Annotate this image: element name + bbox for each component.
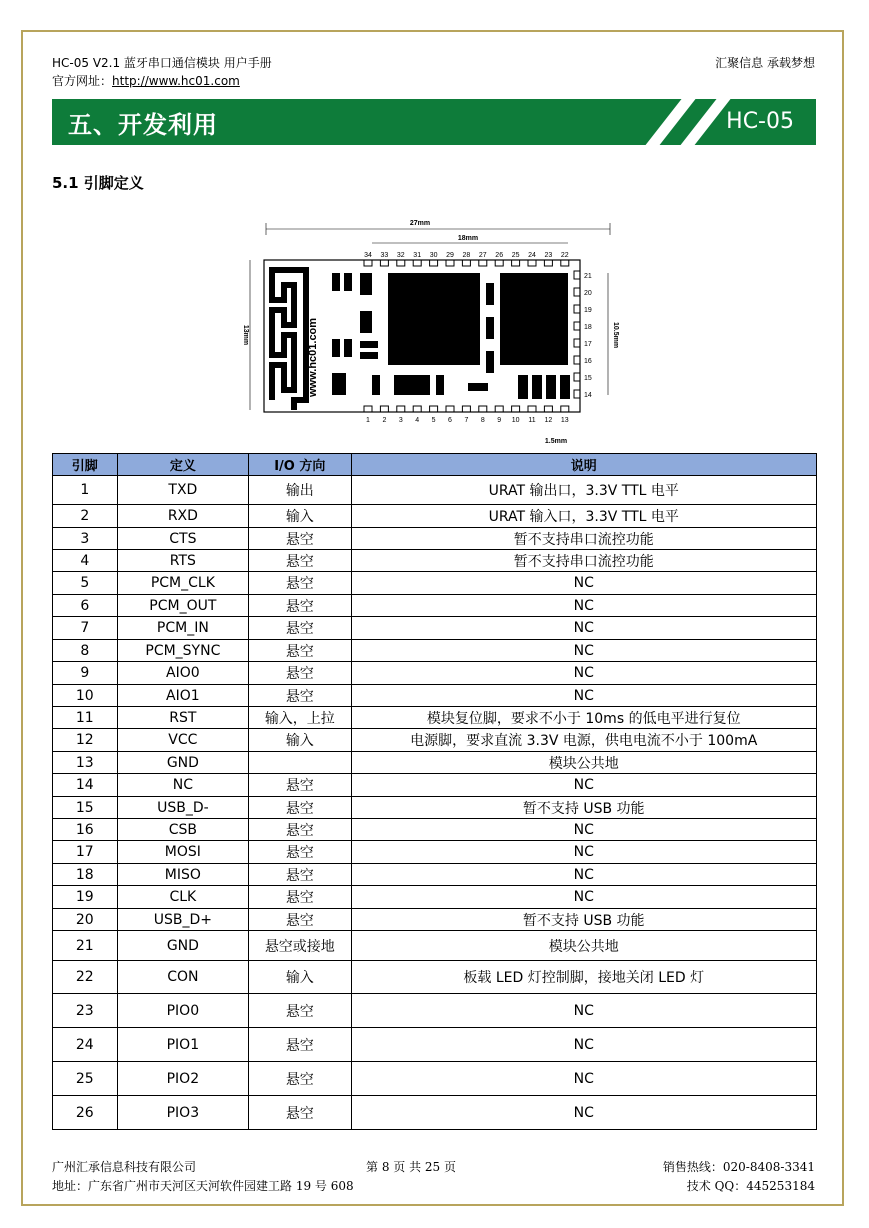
pin-label: 23	[544, 252, 553, 259]
dim-height-label: 13mm	[242, 324, 249, 346]
pin-definition: USB_D-	[117, 797, 249, 819]
pin-definition: PCM_OUT	[117, 595, 249, 617]
table-row	[53, 550, 817, 572]
table-row	[53, 662, 817, 685]
pin-description: NC	[351, 819, 817, 841]
io-direction: 悬空	[249, 774, 351, 797]
chip-flash	[500, 273, 568, 365]
pin-description: 板载 LED 灯控制脚，接地关闭 LED 灯	[351, 961, 817, 994]
pin-label: 4	[415, 417, 420, 424]
pin-definition: CON	[117, 961, 249, 994]
dim-pitch-label: 1.5mm	[544, 438, 568, 445]
column-header: 说明	[351, 454, 817, 476]
pin-description: NC	[351, 1096, 817, 1130]
table-row	[53, 774, 817, 797]
pin-number: 20	[53, 909, 118, 931]
pin-label: 31	[413, 252, 422, 259]
site-link[interactable]: http://www.hc01.com	[112, 74, 240, 88]
io-direction: 悬空	[249, 662, 351, 685]
io-direction: 悬空	[249, 550, 351, 572]
pin-number: 13	[53, 752, 118, 774]
dim-inner-label: 18mm	[457, 235, 479, 242]
pin-description: NC	[351, 994, 817, 1028]
table-row	[53, 931, 817, 961]
column-header: I/O 方向	[249, 454, 351, 476]
pin-number: 17	[53, 841, 118, 864]
pin-label: 27	[478, 252, 487, 259]
pin-label: 16	[584, 358, 592, 365]
pin-definition: CSB	[117, 819, 249, 841]
chapter-banner	[52, 99, 816, 145]
pin-description: NC	[351, 864, 817, 886]
pin-definition: PCM_CLK	[117, 572, 249, 595]
pin-definition: MISO	[117, 864, 249, 886]
pin-description: 模块复位脚，要求不小于 10ms 的低电平进行复位	[351, 707, 817, 729]
pin-description: 暂不支持 USB 功能	[351, 909, 817, 931]
io-direction	[249, 752, 351, 774]
pin-definition: PIO2	[117, 1062, 249, 1096]
pin-description: NC	[351, 572, 817, 595]
pin-definition: GND	[117, 752, 249, 774]
pin-label: 28	[462, 252, 471, 259]
pin-definition: MOSI	[117, 841, 249, 864]
pin-number: 11	[53, 707, 118, 729]
pin-definition: RST	[117, 707, 249, 729]
io-direction: 输入	[249, 961, 351, 994]
pin-description: NC	[351, 617, 817, 640]
chapter-title: 五、开发利用	[68, 111, 218, 139]
pin-label: 22	[560, 252, 569, 259]
table-row	[53, 886, 817, 909]
io-direction: 输入	[249, 505, 351, 528]
table-row	[53, 640, 817, 662]
table-row	[53, 841, 817, 864]
pin-description: NC	[351, 1062, 817, 1096]
pin-number: 7	[53, 617, 118, 640]
pin-definition: PIO3	[117, 1096, 249, 1130]
pin-description: NC	[351, 841, 817, 864]
pin-number: 19	[53, 886, 118, 909]
io-direction: 悬空	[249, 595, 351, 617]
pin-definition-table	[52, 453, 817, 1130]
pin-description: 暂不支持串口流控功能	[351, 550, 817, 572]
pin-label: 21	[584, 273, 592, 280]
pin-number: 5	[53, 572, 118, 595]
pin-label: 12	[544, 417, 553, 424]
pin-label: 3	[398, 417, 403, 424]
site-label: 官方网址：	[52, 74, 113, 88]
pin-number: 15	[53, 797, 118, 819]
pin-description: NC	[351, 1028, 817, 1062]
pin-definition: VCC	[117, 729, 249, 752]
table-row	[53, 729, 817, 752]
pin-label: 1	[366, 417, 370, 424]
io-direction: 悬空	[249, 994, 351, 1028]
pin-label: 10	[511, 417, 520, 424]
pin-label: 32	[396, 252, 405, 259]
pin-number: 8	[53, 640, 118, 662]
table-row	[53, 752, 817, 774]
table-row	[53, 476, 817, 505]
table-row	[53, 685, 817, 707]
pin-definition: CTS	[117, 528, 249, 550]
pin-number: 6	[53, 595, 118, 617]
io-direction: 悬空	[249, 1028, 351, 1062]
pin-number: 23	[53, 994, 118, 1028]
doc-title: HC-05 V2.1 蓝牙串口通信模块 用户手册	[52, 56, 272, 70]
pin-description: NC	[351, 774, 817, 797]
io-direction: 悬空	[249, 841, 351, 864]
pin-label: 18	[584, 324, 592, 331]
pin-label: 8	[480, 417, 485, 424]
table-row	[53, 909, 817, 931]
io-direction: 悬空	[249, 617, 351, 640]
io-direction: 悬空	[249, 864, 351, 886]
pin-number: 1	[53, 476, 118, 505]
footer-company: 广州汇承信息科技有限公司	[52, 1160, 197, 1174]
pin-label: 14	[584, 392, 592, 399]
pin-label: 30	[429, 252, 438, 259]
pin-label: 6	[448, 417, 452, 424]
io-direction: 悬空	[249, 1096, 351, 1130]
pin-label: 33	[380, 252, 389, 259]
pin-label: 13	[560, 417, 569, 424]
pin-description: 模块公共地	[351, 931, 817, 961]
pin-definition: PIO0	[117, 994, 249, 1028]
pin-number: 9	[53, 662, 118, 685]
io-direction: 悬空	[249, 1062, 351, 1096]
table-row	[53, 707, 817, 729]
pin-number: 3	[53, 528, 118, 550]
pin-number: 21	[53, 931, 118, 961]
company-slogan: 汇聚信息 承载梦想	[715, 56, 815, 70]
pin-number: 2	[53, 505, 118, 528]
chip-main	[388, 273, 480, 365]
pin-number: 12	[53, 729, 118, 752]
pin-description: URAT 输入口，3.3V TTL 电平	[351, 505, 817, 528]
table-row	[53, 595, 817, 617]
pin-label: 20	[584, 290, 592, 297]
pin-description: NC	[351, 685, 817, 707]
pin-description: NC	[351, 595, 817, 617]
dim-total-label: 27mm	[409, 220, 431, 227]
table-row	[53, 797, 817, 819]
table-row	[53, 819, 817, 841]
io-direction: 悬空	[249, 572, 351, 595]
footer-address: 地址：广东省广州市天河区天河软件园建工路 19 号 608	[52, 1179, 354, 1193]
pin-label: 11	[528, 417, 536, 424]
io-direction: 悬空或接地	[249, 931, 351, 961]
module-pinout-diagram	[236, 215, 628, 450]
pin-definition: PCM_SYNC	[117, 640, 249, 662]
pin-number: 26	[53, 1096, 118, 1130]
pin-number: 14	[53, 774, 118, 797]
pin-description: NC	[351, 662, 817, 685]
dim-right-label: 10.5mm	[612, 321, 619, 349]
header-left	[52, 54, 272, 90]
pin-definition: PCM_IN	[117, 617, 249, 640]
pin-number: 25	[53, 1062, 118, 1096]
table-row	[53, 505, 817, 528]
pin-description: URAT 输出口，3.3V TTL 电平	[351, 476, 817, 505]
io-direction: 悬空	[249, 909, 351, 931]
pin-definition: TXD	[117, 476, 249, 505]
pin-label: 17	[584, 341, 592, 348]
pin-label: 2	[382, 417, 387, 424]
pin-definition: USB_D+	[117, 909, 249, 931]
pin-label: 9	[497, 417, 502, 424]
table-row	[53, 864, 817, 886]
pin-definition: NC	[117, 774, 249, 797]
io-direction: 输出	[249, 476, 351, 505]
pin-definition: RTS	[117, 550, 249, 572]
pin-definition: AIO1	[117, 685, 249, 707]
io-direction: 悬空	[249, 819, 351, 841]
pin-description: 模块公共地	[351, 752, 817, 774]
pin-label: 29	[446, 252, 454, 259]
pin-label: 24	[528, 252, 536, 259]
pin-number: 24	[53, 1028, 118, 1062]
pin-label: 19	[584, 307, 592, 314]
table-row	[53, 1096, 817, 1130]
io-direction: 悬空	[249, 640, 351, 662]
column-header: 引脚	[53, 454, 118, 476]
io-direction: 悬空	[249, 797, 351, 819]
pin-label: 34	[364, 252, 372, 259]
table-row	[53, 994, 817, 1028]
pin-label: 5	[431, 417, 436, 424]
website-text: www.hc01.com	[307, 317, 319, 397]
io-direction: 输入	[249, 729, 351, 752]
pin-number: 18	[53, 864, 118, 886]
pin-description: NC	[351, 886, 817, 909]
pin-label: 7	[464, 417, 469, 424]
table-row	[53, 572, 817, 595]
section-title: 5.1 引脚定义	[52, 174, 144, 192]
pin-number: 16	[53, 819, 118, 841]
pin-definition: CLK	[117, 886, 249, 909]
pin-definition: AIO0	[117, 662, 249, 685]
footer-page: 第 8 页 共 25 页	[366, 1160, 456, 1174]
table-row	[53, 617, 817, 640]
io-direction: 悬空	[249, 528, 351, 550]
pin-number: 22	[53, 961, 118, 994]
product-name: HC-05	[726, 109, 794, 134]
pin-label: 15	[584, 375, 592, 382]
table-header-row	[53, 454, 817, 476]
pin-label: 26	[495, 252, 504, 259]
table-row	[53, 1062, 817, 1096]
table-row	[53, 528, 817, 550]
pin-description: NC	[351, 640, 817, 662]
io-direction: 悬空	[249, 886, 351, 909]
pin-description: 暂不支持串口流控功能	[351, 528, 817, 550]
table-row	[53, 1028, 817, 1062]
column-header: 定义	[117, 454, 249, 476]
pin-definition: RXD	[117, 505, 249, 528]
io-direction: 悬空	[249, 685, 351, 707]
pin-definition: PIO1	[117, 1028, 249, 1062]
footer-qq: 技术 QQ：445253184	[686, 1179, 815, 1193]
io-direction: 输入，上拉	[249, 707, 351, 729]
pin-label: 25	[511, 252, 520, 259]
pin-description: 暂不支持 USB 功能	[351, 797, 817, 819]
pin-definition: GND	[117, 931, 249, 961]
pin-number: 4	[53, 550, 118, 572]
footer-hotline: 销售热线：020-8408-3341	[662, 1160, 815, 1174]
pin-number: 10	[53, 685, 118, 707]
pin-description: 电源脚，要求直流 3.3V 电源，供电电流不小于 100mA	[351, 729, 817, 752]
table-row	[53, 961, 817, 994]
